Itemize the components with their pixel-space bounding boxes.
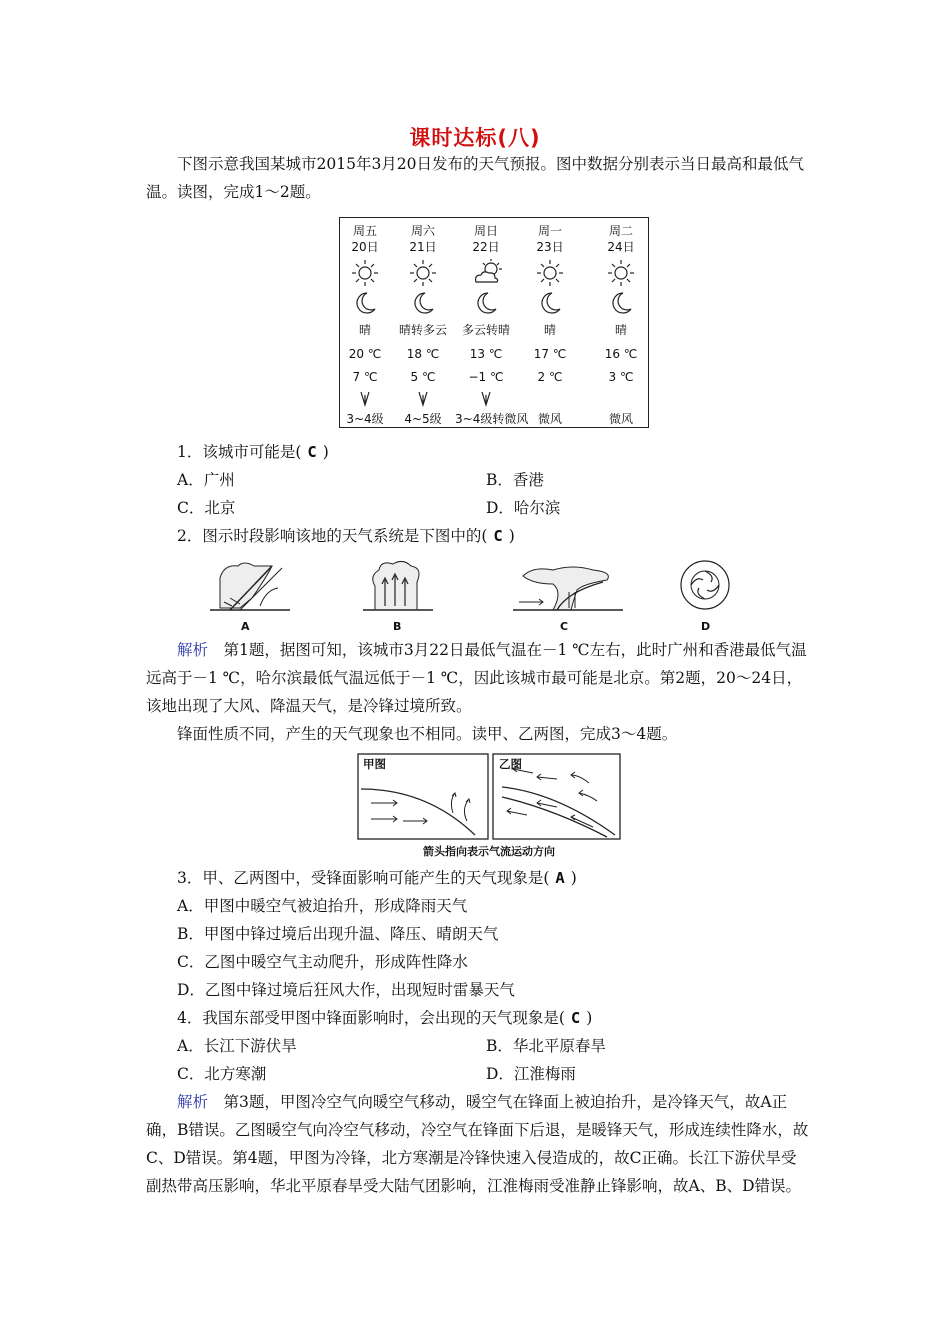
- option-b: B．华北平原春旱: [486, 1037, 606, 1055]
- forecast-low: 7 ℃: [352, 370, 378, 384]
- option-c: C．北京: [177, 499, 236, 517]
- front-label: D: [701, 620, 711, 633]
- answer: C: [493, 527, 503, 545]
- forecast-date: 21日: [409, 240, 437, 254]
- question-3: 3．甲、乙两图中，受锋面影响可能产生的天气现象是( A ): [177, 869, 577, 887]
- weather-system-figures: [205, 558, 765, 633]
- forecast-high: 16 ℃: [604, 347, 638, 361]
- moon-icon: [471, 290, 501, 316]
- figure-caption: 箭头指向表示气流运动方向: [423, 845, 555, 858]
- front-label: A: [241, 620, 250, 633]
- wind-arrow-icon: [480, 391, 492, 407]
- forecast-weather: 多云转晴: [461, 323, 510, 337]
- forecast-high: 18 ℃: [406, 347, 440, 361]
- front-diagram-d: [675, 558, 735, 618]
- sun-icon: [606, 258, 636, 288]
- question-stem: 4．我国东部受甲图中锋面影响时，会出现的天气现象是(: [177, 1009, 565, 1027]
- option-d: D．乙图中锋过境后狂风大作，出现短时雷暴天气: [177, 981, 515, 999]
- figure-label-jia: 甲图: [363, 757, 386, 771]
- forecast-day: 周日: [473, 224, 498, 238]
- forecast-low: 5 ℃: [410, 370, 436, 384]
- forecast-wind: 3~4级: [346, 412, 384, 426]
- moon-icon: [350, 290, 380, 316]
- figure-label-yi: 乙图: [499, 757, 522, 771]
- question-1: 1．该城市可能是( C ): [177, 443, 329, 461]
- moon-icon: [535, 290, 565, 316]
- option-b: B．甲图中锋过境后出现升温、降压、晴朗天气: [177, 925, 499, 943]
- option-d: D．江淮梅雨: [486, 1065, 576, 1083]
- answer: A: [555, 869, 565, 887]
- forecast-wind: 微风: [608, 412, 633, 426]
- forecast-date: 22日: [472, 240, 500, 254]
- forecast-day: 周六: [410, 224, 435, 238]
- forecast-high: 13 ℃: [469, 347, 503, 361]
- question-stem: 2．图示时段影响该地的天气系统是下图中的(: [177, 527, 488, 545]
- forecast-low: 3 ℃: [608, 370, 634, 384]
- option-b: B．香港: [486, 471, 544, 489]
- weather-forecast-figure: [339, 217, 649, 428]
- forecast-low: 2 ℃: [537, 370, 563, 384]
- sun-icon: [535, 258, 565, 288]
- moon-icon: [408, 290, 438, 316]
- option-a: A．甲图中暖空气被迫抬升，形成降雨天气: [177, 897, 468, 915]
- intro-paragraph-1: 下图示意我国某城市2015年3月20日发布的天气预报。图中数据分别表示当日最高和最低气温。读图，完成1～2题。: [146, 155, 805, 201]
- forecast-weather: 晴: [614, 323, 627, 337]
- front-label: B: [393, 620, 402, 633]
- front-diagram-a: [210, 558, 290, 618]
- option-a: A．广州: [177, 471, 235, 489]
- forecast-day: 周二: [608, 224, 633, 238]
- forecast-date: 24日: [607, 240, 635, 254]
- answer: C: [570, 1009, 581, 1027]
- option-c: C．北方寒潮: [177, 1065, 267, 1083]
- intro-paragraph-2: 锋面性质不同，产生的天气现象也不相同。读甲、乙两图，完成3～4题。: [177, 725, 678, 743]
- explanation-1: 解析 第1题，据图可知，该城市3月22日最低气温在－1 ℃左右，此时广州和香港最低气温远高于－1 ℃，哈尔滨最低气温远低于－1 ℃，因此该城市最可能是北京。第2题，20～24日，该地出现了大风、降温天气，是冷锋过境所致。: [146, 641, 807, 715]
- explanation-label: 解析: [177, 641, 209, 659]
- explanation-2: 解析 第3题，甲图冷空气向暖空气移动，暖空气在锋面上被迫抬升，是冷锋天气，故A正确，B错误。乙图暖空气向冷空气移动，冷空气在锋面下后退，是暖锋天气，形成连续性降水，故C、D错误。第4题，甲图为冷锋，北方寒潮是冷锋快速入侵造成的，故C正确。长江下游伏旱受副热带高压影响，华北平原春旱受大陆气团影响，江淮梅雨受准静止锋影响，故A、B、D错误。: [146, 1093, 809, 1195]
- forecast-high: 20 ℃: [348, 347, 382, 361]
- wind-arrow-icon: [359, 391, 371, 407]
- question-4: 4．我国东部受甲图中锋面影响时，会出现的天气现象是( C ): [177, 1009, 593, 1027]
- wind-arrow-icon: [417, 391, 429, 407]
- front-comparison-figure: [357, 753, 621, 861]
- moon-icon: [606, 290, 636, 316]
- option-a: A．长江下游伏旱: [177, 1037, 297, 1055]
- page-title: 课时达标(八): [409, 126, 541, 150]
- question-2: 2．图示时段影响该地的天气系统是下图中的( C ): [177, 527, 515, 545]
- option-d: D．哈尔滨: [486, 499, 561, 517]
- forecast-weather: 晴: [543, 323, 556, 337]
- forecast-low: −1 ℃: [468, 370, 504, 384]
- front-diagram-b: [363, 558, 433, 618]
- forecast-day: 周一: [537, 224, 562, 238]
- sun-icon: [408, 258, 438, 288]
- forecast-wind: 微风: [537, 412, 562, 426]
- front-label: C: [560, 620, 569, 633]
- forecast-weather: 晴: [358, 323, 371, 337]
- forecast-wind: 3~4级转微风: [455, 412, 529, 426]
- sun-icon: [350, 258, 380, 288]
- question-stem: 3．甲、乙两图中，受锋面影响可能产生的天气现象是(: [177, 869, 550, 887]
- forecast-day: 周五: [352, 224, 377, 238]
- forecast-date: 23日: [536, 240, 564, 254]
- forecast-high: 17 ℃: [533, 347, 567, 361]
- front-diagram-c: [513, 562, 623, 618]
- question-stem: 1．该城市可能是(: [177, 443, 302, 461]
- forecast-weather: 晴转多云: [398, 323, 447, 337]
- answer: C: [307, 443, 317, 461]
- forecast-wind: 4~5级: [404, 412, 442, 426]
- option-c: C．乙图中暖空气主动爬升，形成阵性降水: [177, 953, 468, 971]
- explanation-label: 解析: [177, 1093, 209, 1111]
- partly-cloudy-icon: [471, 258, 505, 288]
- forecast-date: 20日: [351, 240, 379, 254]
